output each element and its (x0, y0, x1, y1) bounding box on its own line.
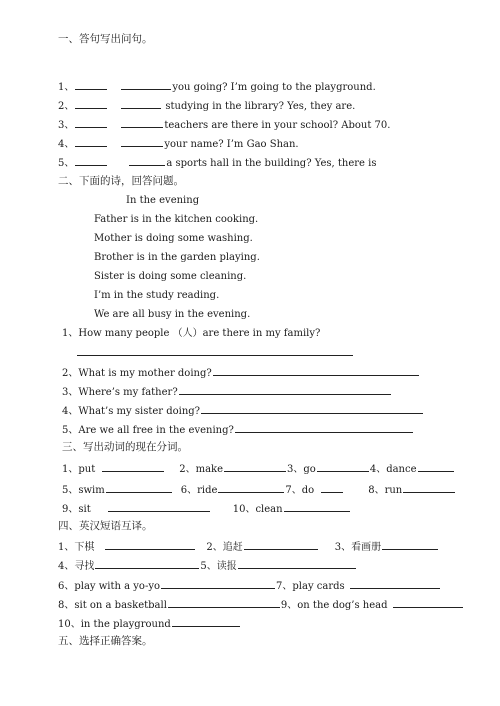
answer-blank[interactable] (235, 422, 413, 433)
phrase-label: 6、play with a yo-yo (58, 581, 161, 592)
verb-label: 2、make (179, 464, 224, 475)
phrase-label: 10、in the playground (58, 619, 171, 630)
answer-blank[interactable] (102, 461, 164, 472)
item-number: 1、 (58, 82, 75, 93)
poem-line: Sister is doing some cleaning. (94, 271, 247, 282)
item-text: teachers are there in your school? About 70. (164, 120, 391, 131)
s4-row-5 (58, 616, 241, 631)
answer-blank[interactable] (321, 482, 343, 493)
answer-blank[interactable] (106, 482, 172, 493)
item-number: 5、 (58, 158, 75, 169)
verb-label: 3、go (287, 464, 316, 475)
s3-row-2 (62, 482, 456, 497)
answer-blank[interactable] (95, 558, 199, 569)
question-text: 2、What is my mother doing? (62, 368, 212, 379)
s2-question-5 (62, 422, 414, 437)
poem-title: In the evening (126, 195, 200, 206)
s2-question-2 (62, 365, 420, 380)
phrase-label: 3、看画册 (334, 542, 382, 553)
phrase-label: 4、寻找 (58, 561, 95, 572)
s3-row-3 (62, 501, 351, 516)
answer-blank[interactable] (284, 501, 350, 512)
verb-label: 6、ride (180, 485, 218, 496)
section-5-title: 五、选择正确答案。 (58, 635, 153, 647)
phrase-label: 8、sit on a basketball (58, 600, 167, 611)
section-2-title: 二、下面的诗，回答问题。 (58, 175, 184, 187)
s3-row-1 (62, 461, 455, 476)
answer-blank[interactable] (75, 155, 107, 166)
answer-blank[interactable] (75, 117, 107, 128)
poem-line: Brother is in the garden playing. (94, 252, 260, 263)
answer-blank[interactable] (121, 79, 171, 90)
answer-blank[interactable] (129, 155, 165, 166)
answer-blank[interactable] (201, 403, 423, 414)
question-text: 4、What’s my sister doing? (62, 406, 201, 417)
question-text: 3、Where’s my father? (62, 387, 178, 398)
answer-blank[interactable] (121, 136, 163, 147)
answer-blank[interactable] (382, 539, 438, 550)
verb-label: 1、put (62, 464, 96, 475)
s1-item-4 (58, 136, 299, 151)
section-4-title: 四、英汉短语互译。 (58, 520, 153, 532)
verb-label: 5、swim (62, 485, 105, 496)
answer-blank[interactable] (121, 98, 161, 109)
item-text: a sports hall in the building? Yes, there is (166, 158, 377, 169)
answer-blank[interactable] (75, 79, 107, 90)
poem-line: Father is in the kitchen cooking. (94, 214, 259, 225)
phrase-label: 1、下棋 (58, 542, 95, 553)
item-text: you going? I’m going to the playground. (172, 82, 376, 93)
s4-row-4 (58, 597, 464, 612)
item-number: 4、 (58, 139, 75, 150)
answer-blank[interactable] (75, 98, 107, 109)
section-3-title: 三、写出动词的现在分词。 (62, 441, 188, 453)
s2-question-1: 1、How many people （人）are there in my family? (62, 328, 321, 339)
s4-row-1 (58, 539, 439, 554)
answer-blank[interactable] (168, 597, 280, 608)
s1-item-5 (58, 155, 376, 170)
answer-blank[interactable] (121, 117, 163, 128)
question-text: 5、Are we all free in the evening? (62, 425, 234, 436)
answer-blank[interactable] (218, 482, 284, 493)
answer-blank[interactable] (418, 461, 454, 472)
item-number: 3、 (58, 120, 75, 131)
s1-item-1 (58, 79, 376, 94)
answer-blank[interactable] (179, 384, 391, 395)
s4-row-2 (58, 558, 357, 573)
answer-blank[interactable] (244, 539, 318, 550)
verb-label: 7、do (285, 485, 315, 496)
answer-blank[interactable] (238, 558, 356, 569)
phrase-label: 7、play cards (276, 581, 345, 592)
phrase-label: 9、on the dog’s head (280, 600, 388, 611)
answer-blank[interactable] (77, 345, 353, 356)
phrase-label: 2、追赶 (206, 542, 243, 553)
s2-question-3 (62, 384, 392, 399)
poem-line: I’m in the study reading. (94, 290, 220, 301)
phrase-label: 5、读报 (200, 561, 237, 572)
verb-label: 9、sit (62, 504, 91, 515)
section-1-title: 一、答句写出问句。 (58, 33, 153, 45)
answer-blank[interactable] (161, 578, 275, 589)
answer-blank[interactable] (403, 482, 455, 493)
verb-label: 10、clean (232, 504, 283, 515)
s1-item-2 (58, 98, 355, 113)
answer-blank[interactable] (172, 616, 240, 627)
poem-line: Mother is doing some washing. (94, 233, 253, 244)
answer-blank[interactable] (224, 461, 286, 472)
s2-question-1-answer (76, 345, 354, 360)
s4-row-3 (58, 578, 441, 593)
answer-blank[interactable] (108, 501, 210, 512)
item-text: studying in the library? Yes, they are. (165, 101, 356, 112)
s1-item-3 (58, 117, 390, 132)
item-number: 2、 (58, 101, 75, 112)
item-text: your name? I’m Gao Shan. (164, 139, 299, 150)
answer-blank[interactable] (393, 597, 463, 608)
answer-blank[interactable] (105, 539, 195, 550)
verb-label: 8、run (368, 485, 403, 496)
s2-question-4 (62, 403, 424, 418)
verb-label: 4、dance (369, 464, 417, 475)
answer-blank[interactable] (213, 365, 419, 376)
answer-blank[interactable] (350, 578, 440, 589)
answer-blank[interactable] (317, 461, 369, 472)
poem-line: We are all busy in the evening. (94, 309, 251, 320)
answer-blank[interactable] (75, 136, 107, 147)
